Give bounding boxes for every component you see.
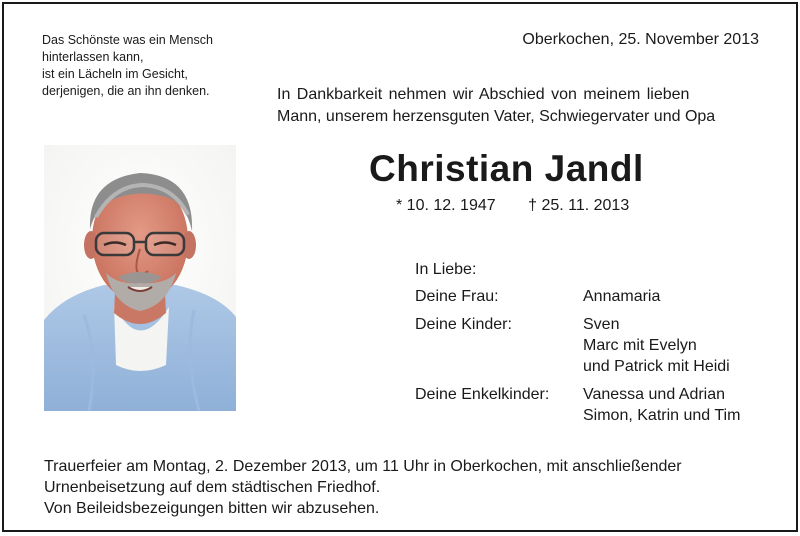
place-and-date: Oberkochen, 25. November 2013 [522, 31, 759, 48]
mourner-name: und Patrick mit Heidi [583, 358, 730, 375]
quote-line: derjenigen, die an ihn denken. [42, 84, 210, 98]
portrait-photo [44, 145, 236, 411]
relation-label: Deine Enkelkinder: [415, 386, 550, 403]
relation-label: Deine Frau: [415, 288, 499, 305]
obituary-notice [2, 2, 798, 532]
intro-line: Mann, unserem herzensguten Vater, Schwiegervater und Opa [277, 108, 716, 125]
quote-line: hinterlassen kann, [42, 50, 144, 64]
closing-line: Von Beileidsbezeigungen bitten wir abzusehen. [44, 500, 380, 517]
relation-names [583, 314, 730, 377]
memorial-quote [42, 32, 262, 100]
relation-label: Deine Kinder: [415, 316, 512, 333]
quote-line: ist ein Lächeln im Gesicht, [42, 67, 188, 81]
closing-line: Urnenbeisetzung auf dem städtischen Friedhof. [44, 479, 381, 496]
mourner-name: Vanessa und Adrian [583, 386, 726, 403]
mourner-name: Simon, Katrin und Tim [583, 407, 741, 424]
relation-names [583, 384, 740, 426]
relation-names [583, 286, 660, 307]
mourners-list [415, 259, 775, 433]
mourner-name: Annamaria [583, 288, 661, 305]
quote-line: Das Schönste was ein Mensch [42, 33, 213, 47]
intro-line: In Dankbarkeit nehmen wir Abschied von meinem lieben [277, 86, 690, 103]
mourner-name: Sven [583, 316, 620, 333]
death-date: † 25. 11. 2013 [528, 197, 630, 214]
funeral-information [44, 456, 774, 519]
farewell-intro [277, 84, 767, 128]
closing-line: Trauerfeier am Montag, 2. Dezember 2013, um 11 Uhr in Oberkochen, mit anschließender [44, 458, 682, 475]
birth-date: * 10. 12. 1947 [396, 197, 496, 214]
deceased-name: Christian Jandl [369, 148, 644, 189]
mourner-name: Marc mit Evelyn [583, 337, 697, 354]
mourners-heading: In Liebe: [415, 261, 477, 278]
mourner-group-grandchildren [415, 384, 775, 426]
life-dates [396, 197, 629, 215]
mourner-group-wife [415, 286, 775, 307]
mourner-group-children [415, 314, 775, 377]
